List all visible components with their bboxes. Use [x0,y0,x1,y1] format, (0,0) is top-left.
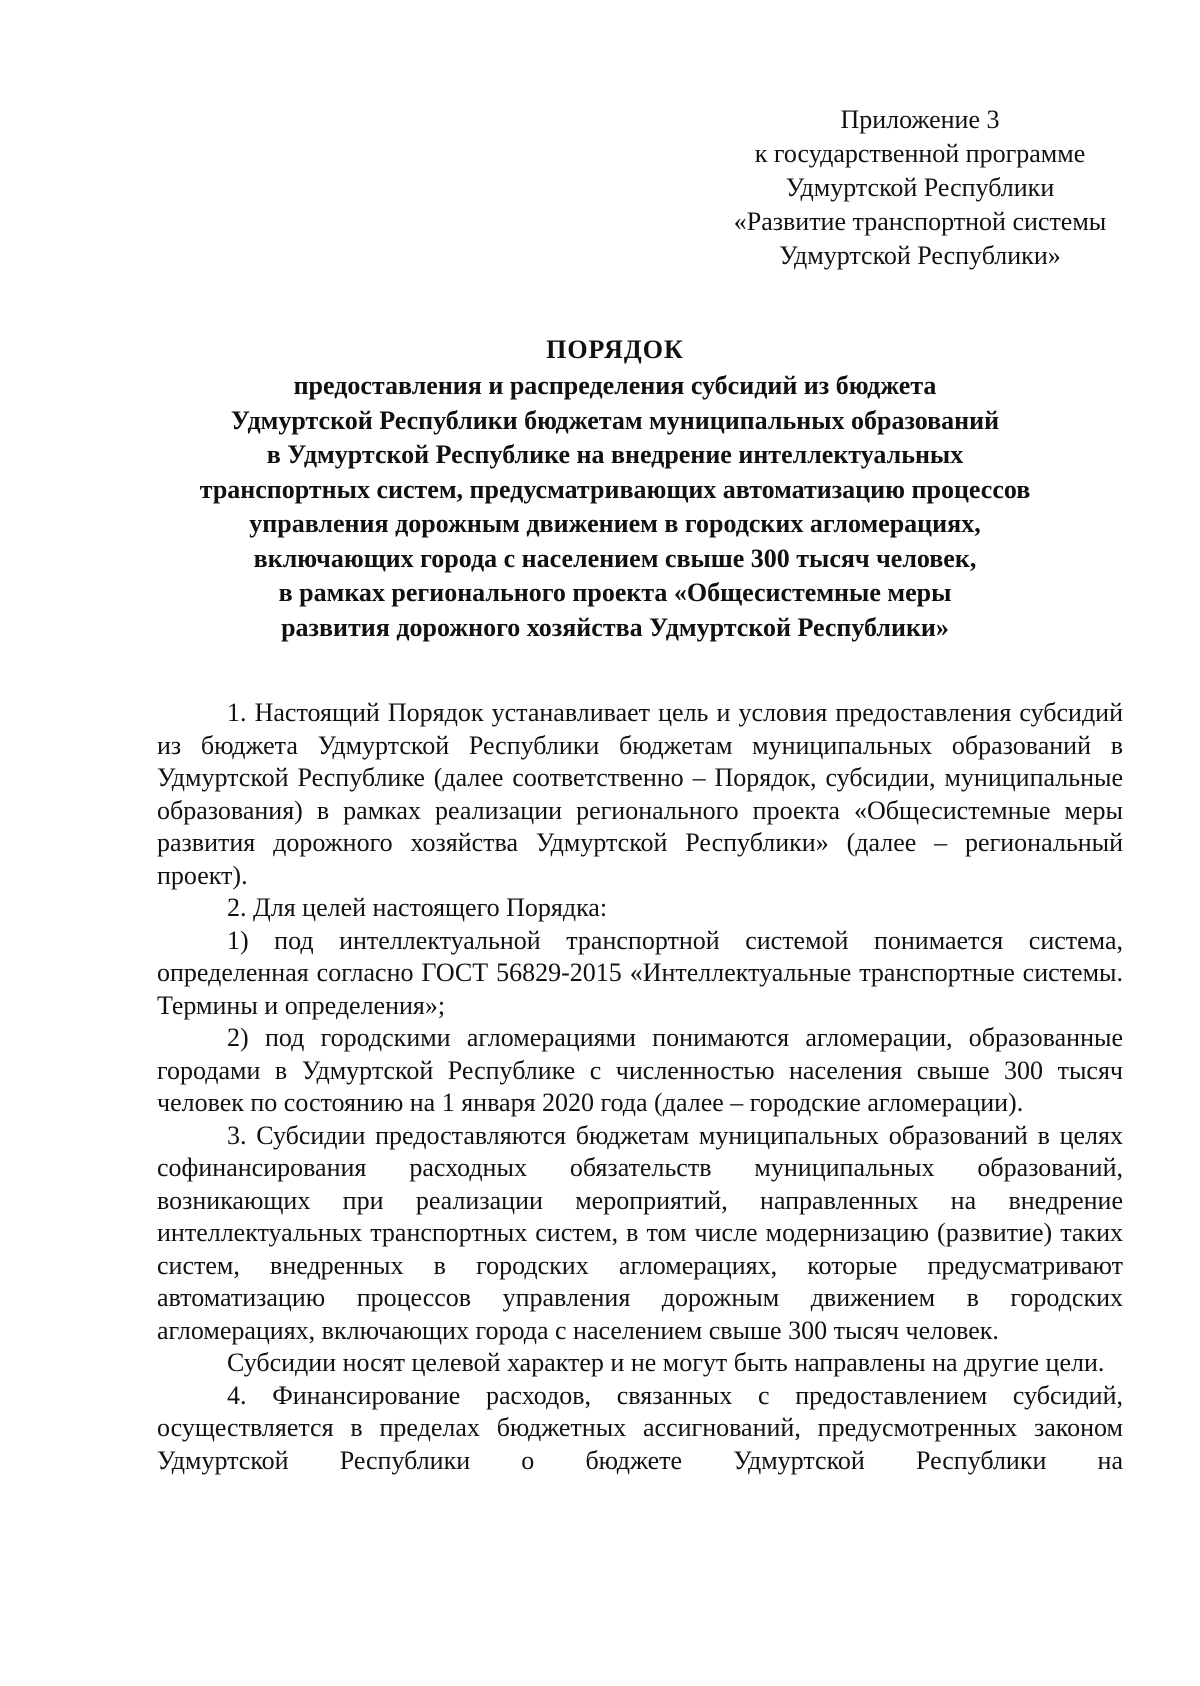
subtitle-line: предоставления и распределения субсидий из бюджета [293,371,937,400]
subtitle-line: управления дорожным движением в городских агломерациях, [249,509,981,538]
subtitle-line: транспортных систем, предусматривающих автоматизацию процессов [199,474,1031,504]
paragraph-4: 4. Финансирование расходов, связанных с предоставлением субсидий, осуществляется в пределах бюджетных ассигнований, предусмотренных законом Удмуртской Республики о бюджете Удмуртской Республики на [157,1380,1123,1475]
paragraph-1: 1. Настоящий Порядок устанавливает цель и условия предоставления субсидий из бюджета Удмуртской Республики бюджетам муниципальных образований в Удмуртской Республике (далее соответственно – Порядок, субсидии, муниципальные образования) в рамках реализации регионального проекта «Общесистемные меры развития дорожного хозяйства Удмуртской Республики» (далее – региональный проект). [157,698,1123,890]
appendix-line: Удмуртской Республики» [779,241,1061,270]
document-title: ПОРЯДОК [546,335,684,364]
appendix-line: Удмуртской Республики [785,173,1055,202]
appendix-line: Приложение 3 [840,105,1000,134]
paragraph-3-note: Субсидии носят целевой характер и не могут быть направлены на другие цели. [227,1348,1105,1377]
appendix-line: «Развитие транспортной системы [733,207,1107,236]
paragraph-2-2: 2) под городскими агломерациями понимаются агломерации, образованные городами в Удмуртской Республике с численностью населения свыше 300 тысяч человек по состоянию на 1 января 2020 года (далее – городские агломерации). [157,1023,1123,1117]
paragraph-2-1: 1) под интеллектуальной транспортной системой понимается система, определенная согласно ГОСТ 56829-2015 «Интеллектуальные транспортные системы. Термины и определения»; [157,925,1123,1020]
subtitle-line: развития дорожного хозяйства Удмуртской Республики» [281,612,949,642]
title-block [130,333,1100,645]
document-body [157,697,1123,1477]
subtitle-line: в рамках регионального проекта «Общесистемные меры [278,578,952,607]
paragraph-3: 3. Субсидии предоставляются бюджетам муниципальных образований в целях софинансирования расходных обязательств муниципальных образований, возникающих при реализации мероприятий, направленных на внедрение интеллектуальных транспортных систем, в том числе модернизацию (развитие) таких систем, внедренных в городских агломерациях, которые предусматривают автоматизацию процессов управления дорожным движением в городских агломерациях, включающих города с населением свыше 300 тысяч человек. [157,1120,1123,1345]
appendix-line: к государственной программе [754,139,1086,168]
subtitle-line: включающих города с населением свыше 300 тысяч человек, [253,543,977,573]
subtitle-line: в Удмуртской Республике на внедрение интеллектуальных [266,440,964,469]
subtitle-line: Удмуртской Республики бюджетам муниципальных образований [230,405,1000,435]
paragraph-2: 2. Для целей настоящего Порядка: [227,893,608,922]
appendix-header [700,103,1140,273]
